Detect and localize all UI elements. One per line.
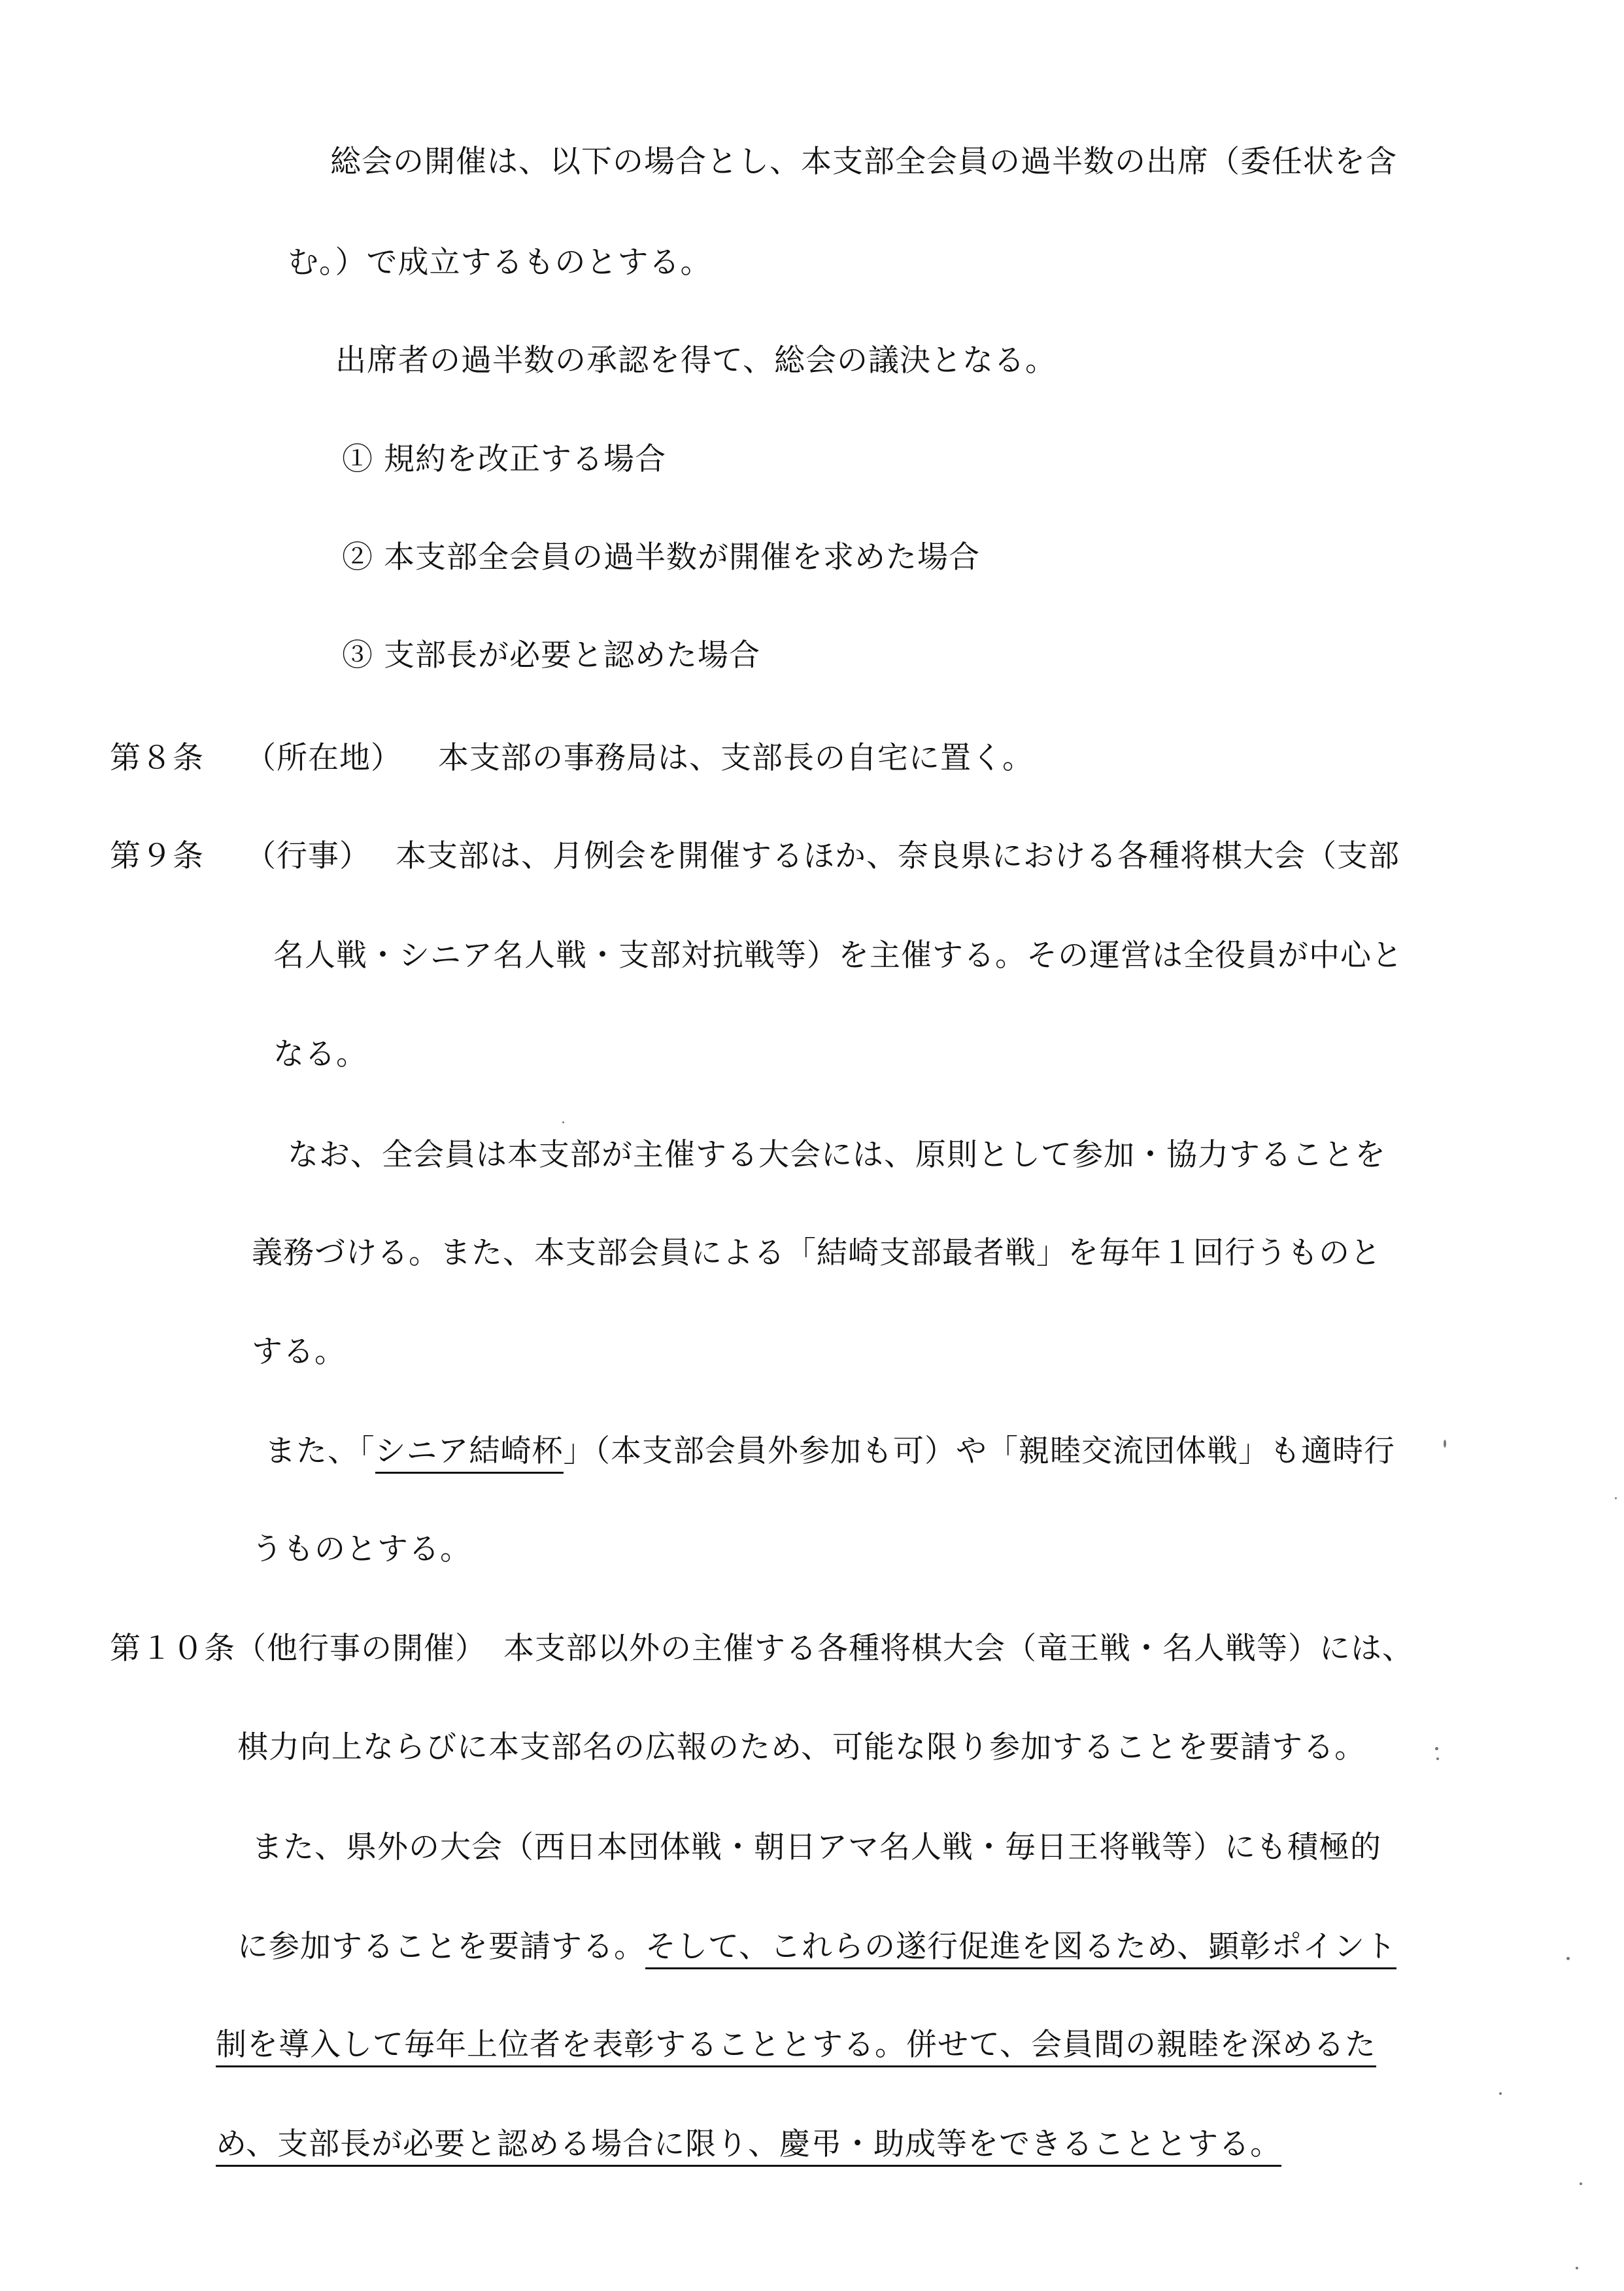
- scan-speck: [1436, 1757, 1439, 1760]
- article-text: なお、全会員は本支部が主催する大会には、原則として参加・協力することを: [288, 1137, 1386, 1173]
- article-text: する。: [252, 1334, 346, 1370]
- scan-speck: [1576, 2267, 1578, 2269]
- underlined-text: 制を導入して毎年上位者を表彰することとする。併せて、会員間の親睦を深めるた: [216, 2027, 1376, 2067]
- scan-speck: [1435, 1747, 1438, 1750]
- scan-speck: [1580, 2182, 1582, 2185]
- article-heading: （行事）: [245, 838, 371, 874]
- article-text: なる。: [273, 1036, 367, 1072]
- scan-speck: [1499, 2092, 1502, 2095]
- article-text: [265, 1432, 1395, 1471]
- article-text: 本支部の事務局は、支部長の自宅に置く。: [438, 740, 1034, 776]
- underlined-text: シニア結崎杯: [375, 1433, 564, 1474]
- article-text: また、県外の大会（西日本団体戦・朝日アマ名人戦・毎日王将戦等）にも積極的: [252, 1829, 1381, 1865]
- paragraph-line: 出席者の過半数の承認を得て、総会の議決となる。: [335, 343, 1057, 379]
- article-text: [237, 1927, 1396, 1967]
- list-item: ② 本支部全会員の過半数が開催を求めた場合: [342, 539, 980, 575]
- text-segment: に参加することを要請する。: [237, 1929, 645, 1965]
- article-text: [216, 2026, 1376, 2065]
- article-text: 本支部以外の主催する各種将棋大会（竜王戦・名人戦等）には、: [503, 1631, 1413, 1667]
- article-text: うものとする。: [252, 1531, 471, 1567]
- text-segment: また、「: [265, 1433, 375, 1469]
- underlined-text: め、支部長が必要と認める場合に限り、慶弔・助成等をできることとする。: [216, 2126, 1281, 2167]
- article-text: [216, 2125, 1281, 2164]
- underlined-text: そして、これらの遂行促進を図るため、顕彰ポイント: [645, 1929, 1396, 1969]
- article-number-heading: 第１０条（他行事の開催）: [110, 1631, 486, 1667]
- list-item: ③ 支部長が必要と認めた場合: [342, 637, 760, 673]
- scan-speck: [562, 1121, 564, 1123]
- list-item: ① 規約を改正する場合: [342, 441, 666, 477]
- scan-speck: [1566, 1957, 1570, 1960]
- article-text: 棋力向上ならびに本支部名の広報のため、可能な限り参加することを要請する。: [237, 1729, 1366, 1765]
- scan-speck: [1444, 1440, 1446, 1448]
- article-heading: （所在地）: [245, 740, 402, 776]
- article-text: 本支部は、月例会を開催するほか、奈良県における各種将棋大会（支部: [396, 838, 1400, 874]
- article-text: 義務づける。また、本支部会員による「結崎支部最者戦」を毎年１回行うものと: [252, 1235, 1381, 1271]
- text-segment: 」（本支部会員外参加も可）や「親睦交流団体戦」も適時行: [563, 1433, 1395, 1469]
- paragraph-line: 総会の開催は、以下の場合とし、本支部全会員の過半数の出席（委任状を含: [330, 144, 1397, 180]
- scan-speck: [1615, 1497, 1617, 1499]
- article-number: 第９条: [110, 838, 204, 874]
- article-text: 名人戦・シニア名人戦・支部対抗戦等）を主催する。その運営は全役員が中心と: [273, 938, 1403, 974]
- paragraph-line: む。）で成立するものとする。: [288, 245, 712, 280]
- article-number: 第８条: [110, 740, 204, 776]
